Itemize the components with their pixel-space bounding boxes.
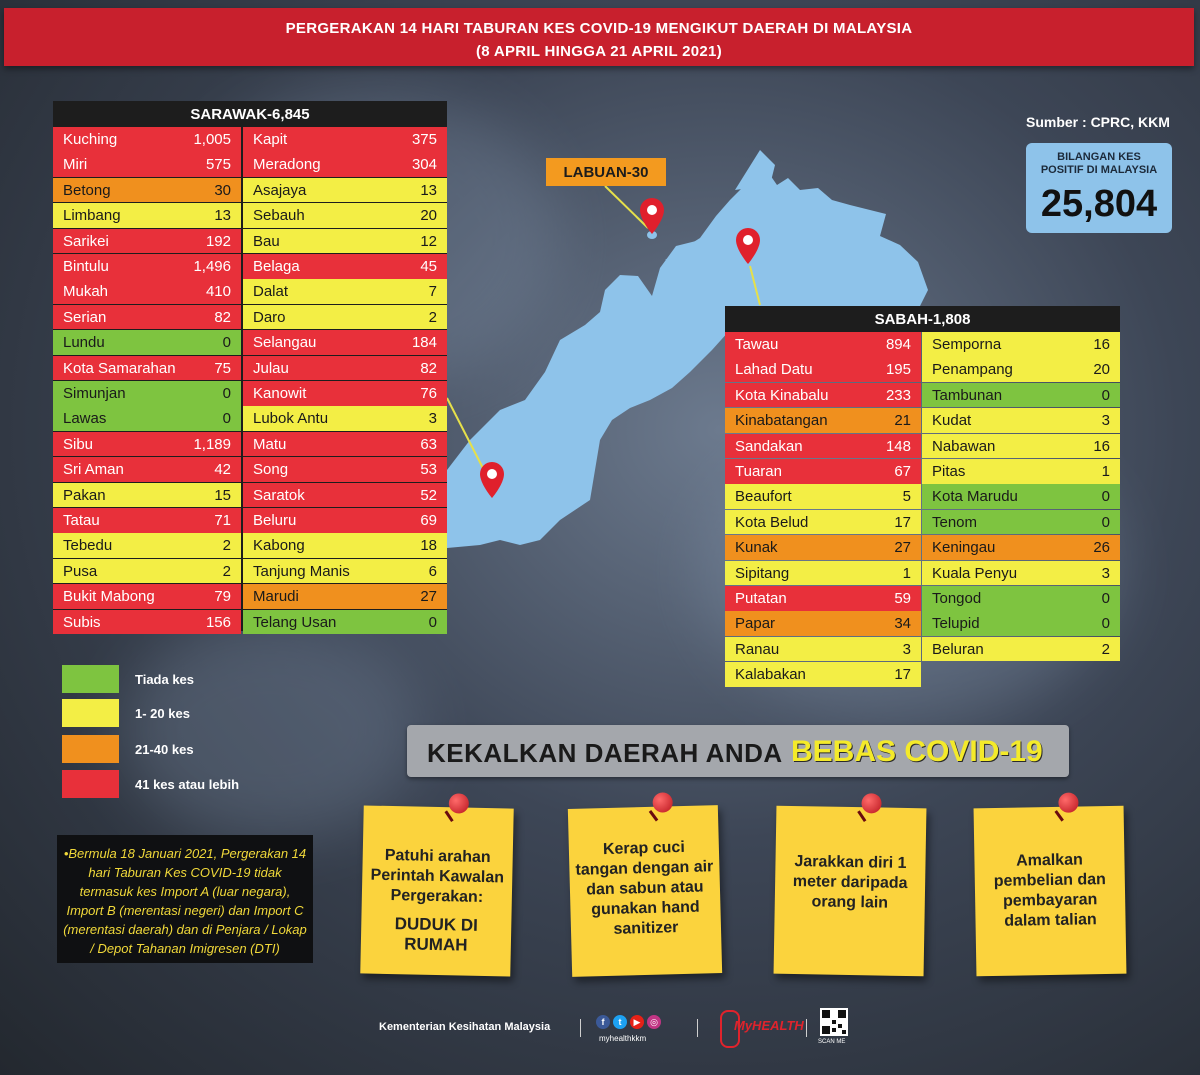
district-name: Penampang [932, 361, 1013, 379]
district-cases: 21 [894, 412, 911, 430]
district-row [243, 483, 447, 508]
district-name: Tuaran [735, 463, 782, 480]
twitter-icon[interactable]: t [613, 1015, 627, 1029]
district-row [243, 432, 447, 457]
district-name: Lahad Datu [735, 361, 813, 379]
sarawak-title: SARAWAK-6,845 [190, 106, 310, 123]
district-row [922, 561, 1120, 586]
header-title: PERGERAKAN 14 HARI TABURAN KES COVID-19 MENGIKUT DAERAH DI MALAYSIA [285, 20, 913, 37]
advice-card [568, 805, 722, 977]
pushpin-needle [649, 810, 659, 821]
district-cases: 195 [885, 361, 911, 379]
district-cases: 20 [1093, 361, 1110, 379]
district-row [725, 459, 921, 484]
district-name: Tatau [63, 512, 100, 529]
district-cases: 0 [222, 410, 231, 428]
district-name: Semporna [932, 336, 1002, 353]
district-cases: 1,496 [193, 258, 231, 275]
district-row [725, 332, 921, 357]
legend-swatch-red [62, 770, 119, 798]
advice-card-content [980, 850, 1119, 932]
footer-divider [580, 1019, 581, 1037]
slogan-part1: KEKALKAN DAERAH ANDA [427, 738, 783, 768]
labuan-label: LABUAN-30 [546, 158, 666, 186]
district-row [53, 229, 241, 254]
district-cases: 16 [1093, 336, 1110, 353]
advice-card [974, 806, 1127, 977]
legend-label: 1- 20 kes [135, 706, 190, 721]
advice-emphasis: DUDUK DI RUMAH [394, 914, 479, 955]
district-row [725, 408, 921, 433]
district-name: Sipitang [735, 564, 790, 582]
total-cases-box [1026, 143, 1172, 233]
district-row [725, 637, 921, 662]
district-name: Lawas [63, 410, 107, 428]
slogan-banner [407, 725, 1069, 777]
instagram-icon[interactable]: ◎ [647, 1015, 661, 1029]
district-name: Tongod [932, 590, 982, 607]
district-cases: 375 [411, 131, 437, 148]
district-row [243, 203, 447, 228]
district-cases: 2 [428, 308, 437, 326]
district-name: Dalat [253, 283, 289, 301]
district-name: Tanjung Manis [253, 562, 350, 580]
district-name: Limbang [63, 207, 121, 225]
district-name: Sebauh [253, 207, 305, 225]
district-cases: 6 [428, 562, 437, 580]
district-name: Tawau [735, 336, 779, 353]
pushpin-needle [444, 810, 453, 822]
facebook-icon[interactable]: f [596, 1015, 610, 1029]
district-name: Meradong [253, 156, 321, 174]
district-name: Kota Kinabalu [735, 386, 829, 404]
district-row [53, 559, 241, 584]
district-row [922, 332, 1120, 357]
district-name: Serian [63, 308, 107, 326]
district-cases: 52 [420, 486, 437, 504]
district-name: Tambunan [932, 386, 1003, 404]
district-cases: 410 [205, 283, 231, 301]
district-name: Pusa [63, 562, 98, 580]
district-name: Asajaya [253, 181, 307, 199]
district-cases: 3 [902, 640, 911, 658]
district-cases: 0 [1101, 513, 1110, 531]
district-row [243, 356, 447, 381]
district-name: Kuching [63, 131, 118, 148]
district-cases: 13 [420, 181, 437, 199]
district-cases: 3 [1101, 412, 1110, 430]
district-row [243, 559, 447, 584]
legend-swatch-yellow [62, 699, 119, 727]
district-cases: 67 [894, 463, 911, 480]
labuan-pin-icon [640, 198, 664, 234]
district-name: Selangau [253, 334, 317, 352]
district-name: Beaufort [735, 488, 792, 506]
district-name: Papar [735, 615, 776, 633]
district-name: Kabong [253, 537, 305, 555]
district-row [53, 457, 241, 482]
qr-code-icon[interactable] [820, 1008, 848, 1036]
district-cases: 79 [214, 588, 231, 606]
footnote-text: •Bermula 18 Januari 2021, Pergerakan 14 hari Taburan Kes COVID-19 tidak termasuk kes Import A (luar negara), Import B (merentasi negeri) dan Import C (merentasi daerah) dan di Penjara / Lokap / Depot Tahanan Imigresen (DTI) [63, 846, 307, 956]
district-cases: 82 [214, 308, 231, 326]
district-cases: 1,005 [193, 131, 231, 148]
district-row [922, 535, 1120, 560]
pushpin-needle [857, 810, 866, 822]
footnote-box [57, 835, 313, 963]
slogan-part2: BEBAS COVID-19 [791, 735, 1043, 768]
district-row [243, 254, 447, 279]
district-row [243, 406, 447, 431]
district-row [725, 434, 921, 459]
district-row [53, 432, 241, 457]
district-cases: 34 [894, 615, 911, 633]
legend-swatch-orange [62, 735, 119, 763]
district-cases: 53 [420, 461, 437, 479]
district-cases: 2 [1101, 640, 1110, 658]
district-row [725, 662, 921, 687]
district-cases: 16 [1093, 437, 1110, 455]
district-row [53, 406, 241, 431]
sabah-tip [735, 150, 775, 190]
sabah-title: SABAH-1,808 [725, 306, 1120, 332]
district-row [243, 152, 447, 177]
sarawak-table [53, 101, 447, 631]
district-cases: 45 [420, 258, 437, 275]
district-row [53, 305, 241, 330]
total-label-line2: POSITIF DI MALAYSIA [1040, 164, 1158, 176]
district-name: Matu [253, 435, 287, 453]
district-cases: 233 [885, 386, 911, 404]
district-cases: 12 [420, 232, 437, 250]
district-cases: 3 [428, 410, 437, 428]
district-cases: 0 [1101, 488, 1110, 506]
district-name: Saratok [253, 486, 305, 504]
advice-card-content [575, 837, 716, 941]
source-text: Sumber : CPRC, KKM [1026, 114, 1170, 130]
district-row [243, 127, 447, 152]
legend-swatch-green [62, 665, 119, 693]
myhealth-logo [720, 1010, 804, 1046]
district-cases: 2 [222, 562, 231, 580]
district-row [725, 484, 921, 509]
district-cases: 26 [1093, 539, 1110, 557]
district-name: Keningau [932, 539, 996, 557]
district-name: Tebedu [63, 537, 113, 555]
district-row [243, 305, 447, 330]
district-cases: 1 [1101, 463, 1110, 480]
district-cases: 75 [214, 359, 231, 377]
district-row [53, 610, 241, 635]
district-name: Belaga [253, 258, 300, 275]
sarawak-shape [447, 240, 735, 548]
district-name: Tenom [932, 513, 978, 531]
district-cases: 2 [222, 537, 231, 555]
legend-label: 21-40 kes [135, 742, 194, 757]
district-row [243, 533, 447, 558]
district-cases: 27 [420, 588, 437, 606]
district-cases: 0 [428, 613, 437, 631]
district-name: Miri [63, 156, 88, 174]
district-cases: 13 [214, 207, 231, 225]
district-row [922, 459, 1120, 484]
district-cases: 1 [902, 564, 911, 582]
district-cases: 1,189 [193, 435, 231, 453]
district-row [922, 434, 1120, 459]
district-cases: 304 [411, 156, 437, 174]
district-name: Betong [63, 181, 111, 199]
district-row [243, 381, 447, 406]
district-cases: 20 [420, 207, 437, 225]
district-row [922, 408, 1120, 433]
district-cases: 148 [885, 437, 911, 455]
pushpin-icon [449, 793, 469, 813]
myhealth-brand: MyHEALTH [734, 1018, 804, 1033]
total-label-line1: BILANGAN KES [1057, 151, 1141, 163]
district-cases: 0 [1101, 590, 1110, 607]
advice-text: Amalkan pembelian dan pembayaran dalam talian [993, 851, 1106, 930]
district-name: Kanowit [253, 385, 307, 402]
district-cases: 71 [214, 512, 231, 529]
district-row [53, 483, 241, 508]
district-name: Kota Samarahan [63, 359, 176, 377]
total-cases-label [1026, 151, 1172, 177]
ministry-name: Kementerian Kesihatan Malaysia [379, 1021, 551, 1033]
district-name: Pakan [63, 486, 106, 504]
pushpin-needle [1054, 810, 1063, 821]
district-row [922, 510, 1120, 535]
advice-card [774, 806, 927, 977]
district-row [243, 584, 447, 609]
district-cases: 184 [411, 334, 437, 352]
pushpin-icon [1058, 792, 1078, 812]
district-row [243, 610, 447, 635]
district-name: Telupid [932, 615, 980, 633]
district-row [53, 152, 241, 177]
district-name: Kalabakan [735, 666, 806, 684]
district-cases: 76 [420, 385, 437, 402]
district-row [243, 229, 447, 254]
district-cases: 0 [1101, 615, 1110, 633]
district-name: Sibu [63, 435, 94, 453]
district-row [725, 383, 921, 408]
district-name: Sandakan [735, 437, 803, 455]
district-cases: 0 [1101, 386, 1110, 404]
district-name: Simunjan [63, 385, 126, 402]
district-name: Bukit Mabong [63, 588, 155, 606]
advice-text: Jarakkan diri 1 meter daripada orang lain [792, 853, 908, 912]
district-row [243, 279, 447, 304]
district-name: Mukah [63, 283, 109, 301]
district-row [725, 561, 921, 586]
district-row [243, 457, 447, 482]
district-name: Pitas [932, 463, 966, 480]
advice-card [360, 805, 513, 976]
legend-label: Tiada kes [135, 672, 195, 687]
district-cases: 0 [222, 334, 231, 352]
district-name: Ranau [735, 640, 780, 658]
district-row [53, 279, 241, 304]
district-name: Bintulu [63, 258, 109, 275]
district-row [725, 586, 921, 611]
district-row [725, 535, 921, 560]
district-cases: 17 [894, 666, 911, 684]
district-row [243, 178, 447, 203]
advice-card-content [781, 852, 920, 914]
total-cases-value: 25,804 [1040, 183, 1158, 225]
district-name: Beluru [253, 512, 297, 529]
advice-text: Patuhi arahan Perintah Kawalan Pergerakan: [370, 846, 505, 906]
district-row [243, 330, 447, 355]
district-name: Marudi [253, 588, 299, 606]
district-name: Kunak [735, 539, 778, 557]
pushpin-icon [861, 793, 881, 813]
footer-divider [697, 1019, 698, 1037]
advice-text: Kerap cuci tangan dengan air dan sabun atau gunakan hand sanitizer [575, 838, 714, 938]
district-row [725, 510, 921, 535]
district-name: Beluran [932, 640, 984, 658]
youtube-icon[interactable]: ▶ [630, 1015, 644, 1029]
district-name: Song [253, 461, 289, 479]
district-row [922, 484, 1120, 509]
district-cases: 63 [420, 435, 437, 453]
district-cases: 42 [214, 461, 231, 479]
district-cases: 5 [902, 488, 911, 506]
district-name: Julau [253, 359, 289, 377]
district-name: Bau [253, 232, 280, 250]
legend-label: 41 kes atau lebih [135, 777, 240, 792]
district-cases: 894 [885, 336, 911, 353]
district-cases: 15 [214, 486, 231, 504]
pushpin-icon [652, 792, 673, 813]
district-row [922, 637, 1120, 662]
footer-divider [806, 1019, 807, 1037]
district-cases: 17 [894, 513, 911, 531]
district-row [725, 357, 921, 382]
district-row [922, 357, 1120, 382]
social-handle: myhealthkkm [599, 1034, 647, 1043]
district-cases: 7 [428, 283, 437, 301]
district-row [53, 533, 241, 558]
district-name: Kinabatangan [735, 412, 828, 430]
district-name: Kapit [253, 131, 288, 148]
district-name: Nabawan [932, 437, 996, 455]
district-row [243, 508, 447, 533]
district-name: Sri Aman [63, 461, 124, 479]
district-cases: 156 [205, 613, 231, 631]
district-row [53, 508, 241, 533]
district-name: Daro [253, 308, 286, 326]
district-row [53, 356, 241, 381]
district-cases: 27 [894, 539, 911, 557]
district-row [53, 584, 241, 609]
district-name: Kota Marudu [932, 488, 1018, 506]
district-row [922, 383, 1120, 408]
district-name: Lundu [63, 334, 105, 352]
district-row [922, 586, 1120, 611]
district-name: Kudat [932, 412, 972, 430]
district-cases: 69 [420, 512, 437, 529]
district-name: Subis [63, 613, 101, 631]
district-name: Lubok Antu [253, 410, 329, 428]
district-name: Telang Usan [253, 613, 337, 631]
district-row [53, 254, 241, 279]
district-name: Kota Belud [735, 513, 809, 531]
district-row [922, 611, 1120, 636]
district-name: Kuala Penyu [932, 564, 1018, 582]
sabah-table [725, 306, 1120, 688]
advice-card-content [367, 846, 507, 957]
district-row [53, 330, 241, 355]
district-cases: 575 [205, 156, 231, 174]
district-name: Putatan [735, 590, 787, 607]
qr-label: SCAN ME [818, 1039, 846, 1045]
district-row [53, 127, 241, 152]
district-cases: 18 [420, 537, 437, 555]
district-cases: 82 [420, 359, 437, 377]
district-cases: 192 [205, 232, 231, 250]
district-row [53, 178, 241, 203]
district-cases: 30 [214, 181, 231, 199]
district-row [53, 381, 241, 406]
district-cases: 3 [1101, 564, 1110, 582]
district-row [725, 611, 921, 636]
header-date-range: (8 APRIL HINGGA 21 APRIL 2021) [475, 43, 722, 60]
district-name: Sarikei [63, 232, 109, 250]
district-row [53, 203, 241, 228]
district-cases: 0 [222, 385, 231, 402]
district-cases: 59 [894, 590, 911, 607]
